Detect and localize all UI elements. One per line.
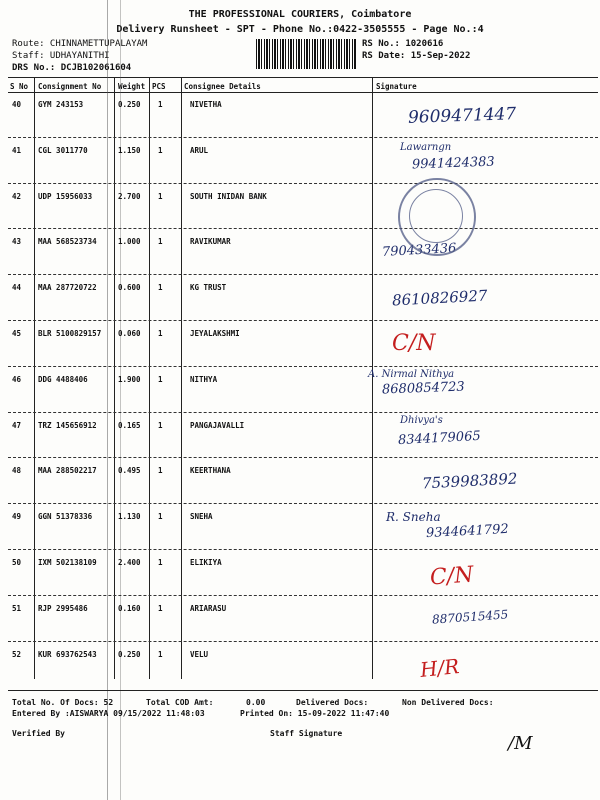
row-consignment-no: IXM 502138109 — [38, 558, 97, 567]
row-sno: 51 — [12, 603, 22, 613]
row-sno: 46 — [12, 374, 22, 384]
row-consignee-name: NIVETHA — [190, 100, 222, 109]
row-consignment-no: BLR 5100829157 — [38, 329, 102, 338]
row-pcs: 1 — [158, 237, 163, 247]
row-pcs: 1 — [158, 374, 163, 384]
row-divider — [8, 412, 598, 413]
row-sno: 50 — [12, 558, 22, 567]
row-pcs: 1 — [158, 558, 163, 567]
row-signature: 8870515455 — [431, 607, 509, 627]
row-pcs: 1 — [158, 100, 163, 109]
bank-seal-stamp — [398, 178, 476, 256]
row-signature-name: R. Sneha — [386, 510, 441, 525]
runsheet-title: Delivery Runsheet - SPT - Phone No.:0422-3505555 - Page No.:4 — [116, 24, 484, 35]
barcode — [256, 39, 356, 69]
col-weight: Weight — [118, 82, 146, 91]
row-sno: 45 — [12, 329, 22, 338]
entered-by: Entered By :AISWARYA 09/15/2022 11:48:03 — [12, 709, 205, 718]
row-divider — [8, 183, 598, 184]
row-divider — [8, 457, 598, 458]
row-divider — [8, 503, 598, 504]
row-pcs: 1 — [158, 420, 163, 430]
row-weight: 0.160 — [118, 603, 141, 613]
cod-value: 0.00 — [246, 698, 266, 707]
col-consignment: Consignment No — [38, 82, 102, 91]
row-weight: 0.060 — [118, 329, 141, 338]
row-weight: 0.250 — [118, 100, 141, 109]
cod-label: Total COD Amt: — [146, 698, 214, 707]
row-consignment-no: MAA 288502217 — [38, 466, 97, 476]
col-sno: S No — [10, 82, 29, 91]
row-weight: 2.700 — [118, 191, 141, 201]
row-weight: 2.400 — [118, 558, 141, 567]
initials: /M — [508, 733, 533, 754]
row-divider — [8, 595, 598, 596]
col-pcs: PCS — [152, 82, 166, 91]
col-signature: Signature — [376, 82, 417, 91]
row-pcs: 1 — [158, 191, 163, 201]
row-sno: 42 — [12, 191, 22, 201]
row-consignment-no: DDG 4488406 — [38, 374, 88, 384]
row-consignee-name: ARUL — [190, 145, 209, 155]
row-pcs: 1 — [158, 466, 163, 476]
rs-no: RS No.: 1020616 — [362, 39, 444, 49]
row-consignment-no: RJP 2995486 — [38, 603, 88, 613]
row-divider — [8, 137, 598, 138]
row-signature: 8344179065 — [397, 428, 482, 448]
row-weight: 1.000 — [118, 237, 141, 247]
row-signature: 9344641792 — [425, 522, 510, 542]
row-consignment-no: UDP 15956033 — [38, 191, 93, 201]
row-signature: H/R — [418, 653, 461, 682]
row-sno: 44 — [12, 283, 22, 293]
row-consignee-name: KEERTHANA — [190, 466, 231, 476]
row-consignment-no: TRZ 145656912 — [38, 420, 97, 430]
row-weight: 0.495 — [118, 466, 141, 476]
row-consignment-no: GYM 243153 — [38, 100, 84, 109]
row-signature-name: A. Nirmal Nithya — [368, 368, 455, 380]
row-sno: 43 — [12, 237, 22, 247]
row-consignment-no: MAA 568523734 — [38, 237, 97, 247]
col-consignee: Consignee Details — [184, 82, 261, 91]
row-sno: 47 — [12, 420, 22, 430]
staff-signature: Staff Signature — [270, 729, 343, 738]
row-pcs: 1 — [158, 603, 163, 613]
row-pcs: 1 — [158, 649, 163, 659]
row-divider — [8, 274, 598, 275]
row-pcs: 1 — [158, 512, 163, 522]
row-divider — [8, 549, 598, 550]
row-sno: 52 — [12, 649, 22, 659]
row-signature: 9941424383 — [411, 154, 495, 173]
company-title: THE PROFESSIONAL COURIERS, Coimbatore — [188, 9, 412, 20]
row-signature: 7539983892 — [421, 469, 518, 493]
row-pcs: 1 — [158, 329, 163, 338]
rs-date: RS Date: 15-Sep-2022 — [362, 51, 471, 61]
row-consignee-name: SNEHA — [190, 512, 213, 522]
printed-on: Printed On: 15-09-2022 11:47:40 — [240, 709, 390, 718]
row-weight: 0.600 — [118, 283, 141, 293]
row-sno: 49 — [12, 512, 22, 522]
row-signature: 9609471447 — [407, 104, 517, 128]
row-consignee-name: PANGAJAVALLI — [190, 420, 245, 430]
row-divider — [8, 641, 598, 642]
row-consignee-name: ELIKIYA — [190, 558, 222, 567]
row-consignee-name: ARIARASU — [190, 603, 227, 613]
row-consignee-name: RAVIKUMAR — [190, 237, 231, 247]
drs-label: DRS No.: DCJB102061604 — [12, 63, 132, 73]
row-consignee-name: NITHYA — [190, 374, 218, 384]
staff-label: Staff: UDHAYANITHI — [12, 51, 110, 61]
verified-by: Verified By — [12, 729, 65, 738]
row-consignee-name: VELU — [190, 649, 209, 659]
row-signature: 8610826927 — [391, 286, 488, 310]
row-weight: 1.900 — [118, 374, 141, 384]
row-consignment-no: GGN 51378336 — [38, 512, 93, 522]
total-docs: Total No. Of Docs: 52 — [12, 698, 114, 707]
row-weight: 1.130 — [118, 512, 141, 522]
row-signature-name: Dhivya's — [400, 414, 443, 426]
row-signature: C/N — [392, 331, 436, 356]
row-divider — [8, 366, 598, 367]
row-pcs: 1 — [158, 283, 163, 293]
row-sno: 41 — [12, 145, 22, 155]
row-consignment-no: MAA 287720722 — [38, 283, 97, 293]
row-consignment-no: CGL 3011770 — [38, 145, 88, 155]
delivered-docs: Delivered Docs: — [296, 698, 369, 707]
row-sno: 40 — [12, 100, 22, 109]
row-sno: 48 — [12, 466, 22, 476]
row-consignee-name: SOUTH INIDAN BANK — [190, 191, 267, 201]
row-weight: 0.165 — [118, 420, 141, 430]
row-consignee-name: JEYALAKSHMI — [190, 329, 240, 338]
row-divider — [8, 228, 598, 229]
route-label: Route: CHINNAMETTUPALAYAM — [12, 39, 148, 49]
row-signature: 790433436 — [381, 241, 457, 261]
row-signature: C/N — [429, 562, 475, 591]
row-pcs: 1 — [158, 145, 163, 155]
row-weight: 1.150 — [118, 145, 141, 155]
row-signature: 8680854723 — [381, 379, 465, 398]
non-delivered-docs: Non Delivered Docs: — [402, 698, 494, 707]
row-signature-name: Lawarngn — [400, 141, 452, 153]
row-divider — [8, 320, 598, 321]
row-consignee-name: KG TRUST — [190, 283, 227, 293]
row-consignment-no: KUR 693762543 — [38, 649, 97, 659]
row-weight: 0.250 — [118, 649, 141, 659]
